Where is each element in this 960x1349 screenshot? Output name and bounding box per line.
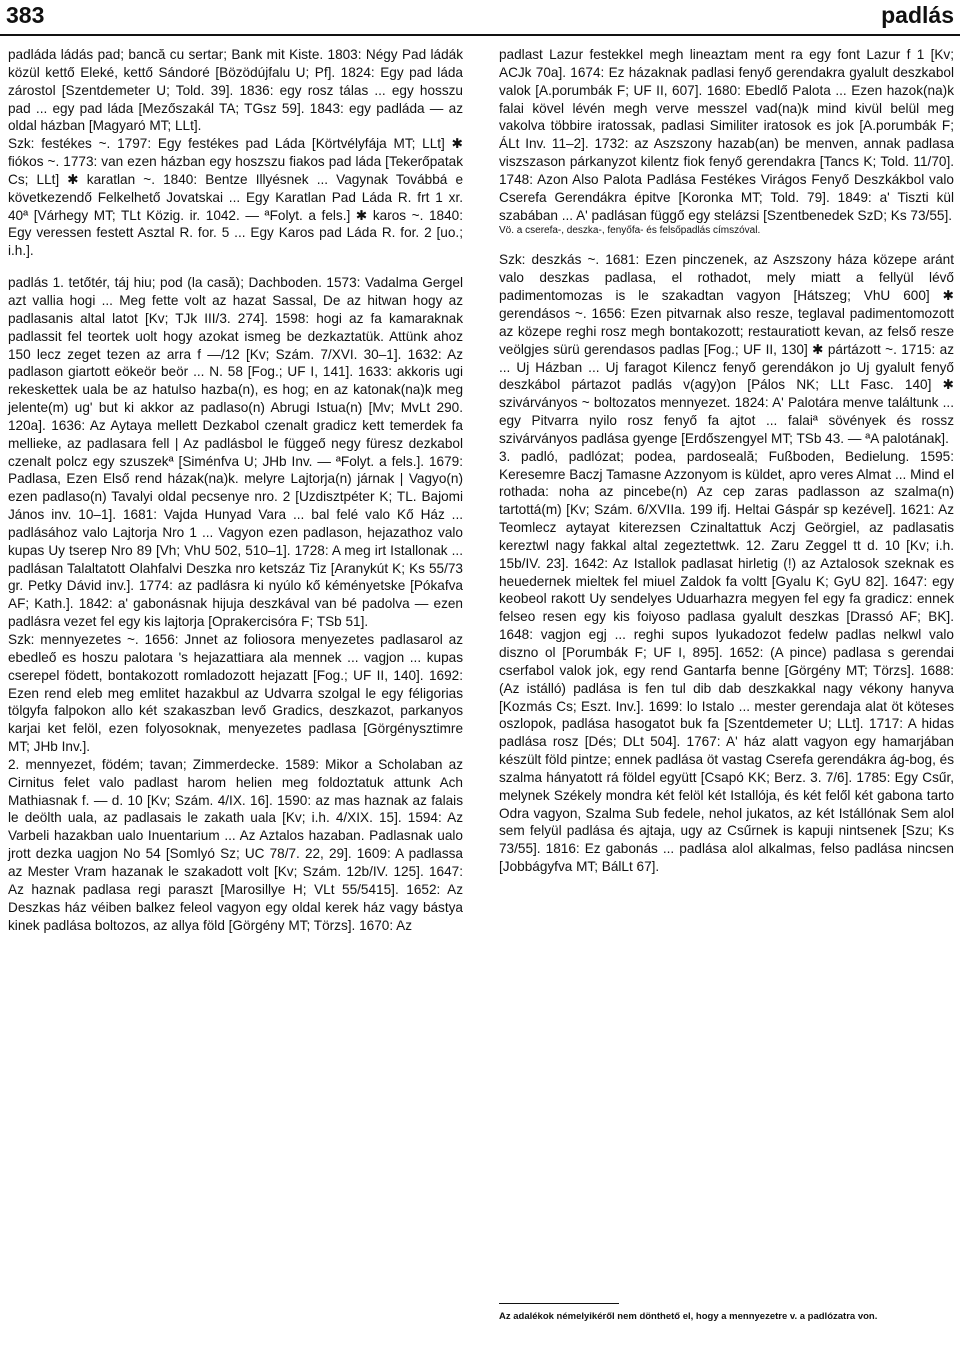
right-column [499,46,954,876]
page-header [0,0,960,36]
running-headword: padlás [881,2,954,28]
footnote-divider [499,1303,619,1304]
page-number: 383 [6,2,45,28]
entry-padlas-sense-2-cont: padlast Lazur festekkel megh lineaztam ment ra egy font Lazur f 1 [Kv; ACJk 70a]. 1674: Ez házaknak padlasi fenyő gerendakra gyalult deszkabol valok [A.porumbák F; UF II, 607]. 1680: Ebedlő Palota ... Ezen hazok(na)k falai kövel lévén megh verve messzel vad(na)k mind kivül belül meg vakolva többire iratossak, padlasi Similiter iratosok es jok [A.porumbák F; ÁLt Inv. 11–2]. 1732: az Aszszony hazab(an) be menven, annak padlasa viszszason párkanyzot kilentz fiok fenyő gerendakra [Tancs K; Told. 11/70]. 1748: Azon Also Palota Padlása Festékes Virágos Fenyő Deszkákbol valo Cserefa Gerendákra épitve [Koronka MT; Told. 79]. 1849: a' Tiszti kül szabában ... A' padlásan függő egy stelázsi [Szentbenedek SzD; Ks 73/55]. [499,47,954,223]
entry-padlas-sense-2: 2. mennyezet, födém; tavan; Zimmerdecke. 1589: Mikor a Scholaban az Cirnitus felet valo padlast harom helien meg foldoztatuk attunk Ach Mathiasnak f. — d. 10 [Kv; Szám. 4/IX. 16]. 1590: az mas haznak az falais le deölth uala, az padlasais le zakath uala [Kv; i.h. 4/XIX. 15]. 1594: Az Varbeli hazakban ualo Inuentarium ... Az Aztalos hazaban. Padlasnak ualo jrott dezka uagjon No 54 [Somlyó Sz; UC 78/7. 22, 29]. 1609: A padlassa az Mester Vram hazanak le szakadott volt [Kv; Szám. 12b/IV. 125]. 1647: Az haznak padlasa regi paraszt [Marosillye H; VLt 55/5415]. 1652: Az Deszkas ház véiben balkez feleol vagyon egy oldal kerek ház vagy bástya kinek padlása boltozos, az allya föld [Görgény MT; Törzs]. 1670: Az [8,756,463,933]
entry-padlas-sense-1: padlás 1. tetőtér, táj hiu; pod (la casă); Dachboden. 1573: Vadalma Gergel azt vallia hogi ... Meg fette volt az hazat Sassal, De az hitwan hogy az padlasanis altal latot [Kv; TJk III/3. 274]. 1598: hogi az fa kamaraknak padlassit fel teortek uolt hogy azokat ismeg be dezkaztatük. Attünk ahoz 150 lecz zeget tezen az arra f —/12 [Kv; Szám. 7/XVI. 30–1]. 1632: Az padlason giartott eökeör beör ... N. 58 [Fog.; UF I, 141]. 1633: akkoris ugi rekeskettek uala be az hatulso hazba(n), es hog; en az katonak(na)k meg jelente(m) ug' but ki akkor az padlaso(n) Abrugi Istua(n) [Mv; MvLt 290. 120a]. 1636: Az Aytaya mellett Dezkabol czenalt gradicz kett temerdek fa mellieke, az padlasara fell | Az padlásbol le függeő negy füresz dezkabol czenalt polcz egy szuszekª [Siménfva U; JHb Inv. — ªFolyt. a fels.]. 1679: Padlasa, Ezen Első rend házak(na)k. melyre Lajtorja(n) járnak | Vagyo(n) ezen padlaso(n) Tavalyi oldal pecsenye nro. 2 [Uzdisztpéter K; TL. Bajomi János inv. 10–1]. 1681: Vajda Hunyad Vara ... bal felé valo Kő Ház ... padlásához valo Lajtorja Nro 1 ... Vagyon ezen padlason, hejazathoz valo kupas Uy tserep Nro 89 [Vh; VhU 502, 510–1]. 1728: A meg irt Istallonak ... padlásan Talaltatott Olahfalvi Deszka nro ketszáz Tiz [Aranykút K; Ks 55/73 gr. Petky Dávid inv.]. 1774: az padlásra ki nyúlo kő kéményetske [Pókafva AF; Kath.]. 1842: a' gabonásnak hijuja deszkával van bé padolva — ezen padlásra vezet fel egy kis lajtorja [Oprakercisóra F; TSb 51]. [8,275,463,630]
cross-reference: Vö. a cserefa-, deszka-, fenyőfa- és felsőpadlás címszóval. [499,225,761,237]
entry-padlas-compounds-2: Szk: deszkás ~. 1681: Ezen pinczenek, az Aszszony háza közepe aránt valo deszkas padlasa, el rothadot, mely miatt a fellyül lévő padimentomozas is le szakadtan vagyon [Hátszeg; VhU 600] ✱ gerendásos ~. 1656: Ezen pitvarnak also resze, teglaval padimentomozott az közepe reghi rosz megh bontakozott; restauratiott kevan, az felső resze veölgjes sürü gerendasos padlas [Fog.; UF II, 130] ✱ pártázott ~. 1715: az ... Uj Házban ... Uj faragot Kilencz fenyő gerendákon jo Uj gyalult fenyő deszkábol pártazot padlás v(agy)on [Pálos NK; LLt Fasc. 140] ✱ szivárványos ~ boltozatos mennyezet. 1824: A' Palotára menve találtunk ... egy Pitvarra nyilo rosz fenyő fa ajtot ... falaiª sövények és rossz szivárványos padlása gyenge [Erdőszengyel MT; TSb 43. — ªA palotának]. [499,252,954,446]
footnote: Az adalékok némelyikéről nem dönthető el, hogy a mennyezetre v. a padlózatra von. [499,1311,878,1322]
entry-padlas-compounds-1: Szk: mennyezetes ~. 1656: Jnnet az foliosora menyezetes padlasarol az ebedleő es hoszu palotara 's hejazattiara ala mennek ... vagjon ... kupas cserepel födett, bontakozott romladozott hejazatt [Fog.; UF II, 140]. 1692: Ezen rend eleb meg emlitet hazakbul az Udvarra szolgal le egy féligorias tölgyfa falpokon allo két szakaszban levő Gradics, deszkazot, parkanyos karjai ket felöl, ezen folyosoknak, menyezetes padlasa [Görgénysztimre MT; JHb Inv.]. [8,632,463,755]
entry-padlada: padláda ládás pad; bancă cu sertar; Bank mit Kiste. 1803: Négy Pad ládák közül kettő Eleké, kettő Sándoré [Bözödújfalu U; Pf]. 1824: Egy pad láda zárostol [Szentdemeter U; Told. 39]. 1836: egy rosz tálas ... egy hosszu pad ... egy pad láda [Mezőszakál TA; TGsz 59]. 1843: egy padláda — az oldal házban [Magyaró MT; LLt]. [8,47,463,134]
entry-padlada-compounds: Szk: festékes ~. 1797: Egy festékes pad Láda [Körtvélyfája MT; LLt] ✱ fiókos ~. 1773: van ezen házban egy hoszszu fiakos pad láda [Tekerőpatak Cs; LLt] ✱ karatlan ~. 1840: Bentze Illyésnek ... Vagynak Továbbá e következendő Felkelhető Jovatskai ... Egy Karatlan Pad Láda R. frt 1 xr. 40ª [Várhegy MT; TLt Közig. ir. 1042. — ªFolyt. a fels.] ✱ karos ~. 1840: Egy veressen festett Asztal R. for. 5 ... Egy Karos pad Láda R. for. 2 [uo.; i.h.]. [8,136,463,259]
left-column [8,46,463,934]
entry-padlas-sense-3: 3. padló, padlózat; podea, pardoseală; Fußboden, Bedielung. 1595: Keresemre Baczj Tamasne Azzonyom is küldet, apro veres Almat ... Mind el rothada: noha az pincebe(n) Az cep zaras padlasson az szalma(n) tartottá(m) [Kv; Szám. 6/XVIIa. 199 ifj. Heltai Gáspár sp kezével]. 1621: Az Teomlecz aytayat kiterezsen Czinaltattuk Aczj Geörgiel, az padlasatis kereztwl nagy fakkal altal zegeztettwk. 12. Zaru Zeggel tt d. 10 [Kv; i.h. 15b/IV. 23]. 1642: Az Istallok padlasat hirletig (!) az Aztalosok szeknak es heuedernek mieltek fel miuel Zaldok fa voltt [Gyalu K; GyU 82]. 1647: egy keobeol rakott Uy sendelyes Uduarhazra megyen fel egy fa gradicz: ennek felseo resen egy kis foiyoso padlasa gyalult deszkas [Drassó AF; BK]. 1648: vagjon egj ... reghi supos lyukadozot fedelw padlas nelkwl valo diszno ol [Porumbák F; UF I, 895]. 1652: (A pince) padlasa s gerendai cserfabol valok jok, egy rend Gantarfa benne [Görgény MT; Törzs]. 1688: (Az istálló) padlása is fen tul dib dab deszkakkal nagy vékony hanyva [Kozmás Cs; Eszt. Inv.]. 1699: lo Istalo ... mester gerendaja alat öt köteses oszlopok, padlása hasogatot buk fa [Szentdemeter U; LLt]. 1717: A hidas padlása rosz [Dés; DLt 504]. 1767: A' ház alatt vagyon egy hamarjában készült föld pintze; ennek padlása öt vastag Cserefa gerendákra ág-bog, és szalma hányatott rá földel együtt [Csapó KK; Berz. 3. 7/6]. 1785: Egy Csűr, melynek Székely mondra két felöl két Istallója, és két felől két gabona tarto Odra vagyon, Szalma Sub fedele, nehol jukatos, az két Istállónak Sem alol sem felyül padlása és ajtaja, ugy az Csűrnek is kapuji nintsenek [Szu; Ks 73/55]. 1816: Ez gabonás ... padlása alol alkalmas, felso padlása nincsen [Jobbágyfva MT; BálLt 67]. [499,448,954,875]
